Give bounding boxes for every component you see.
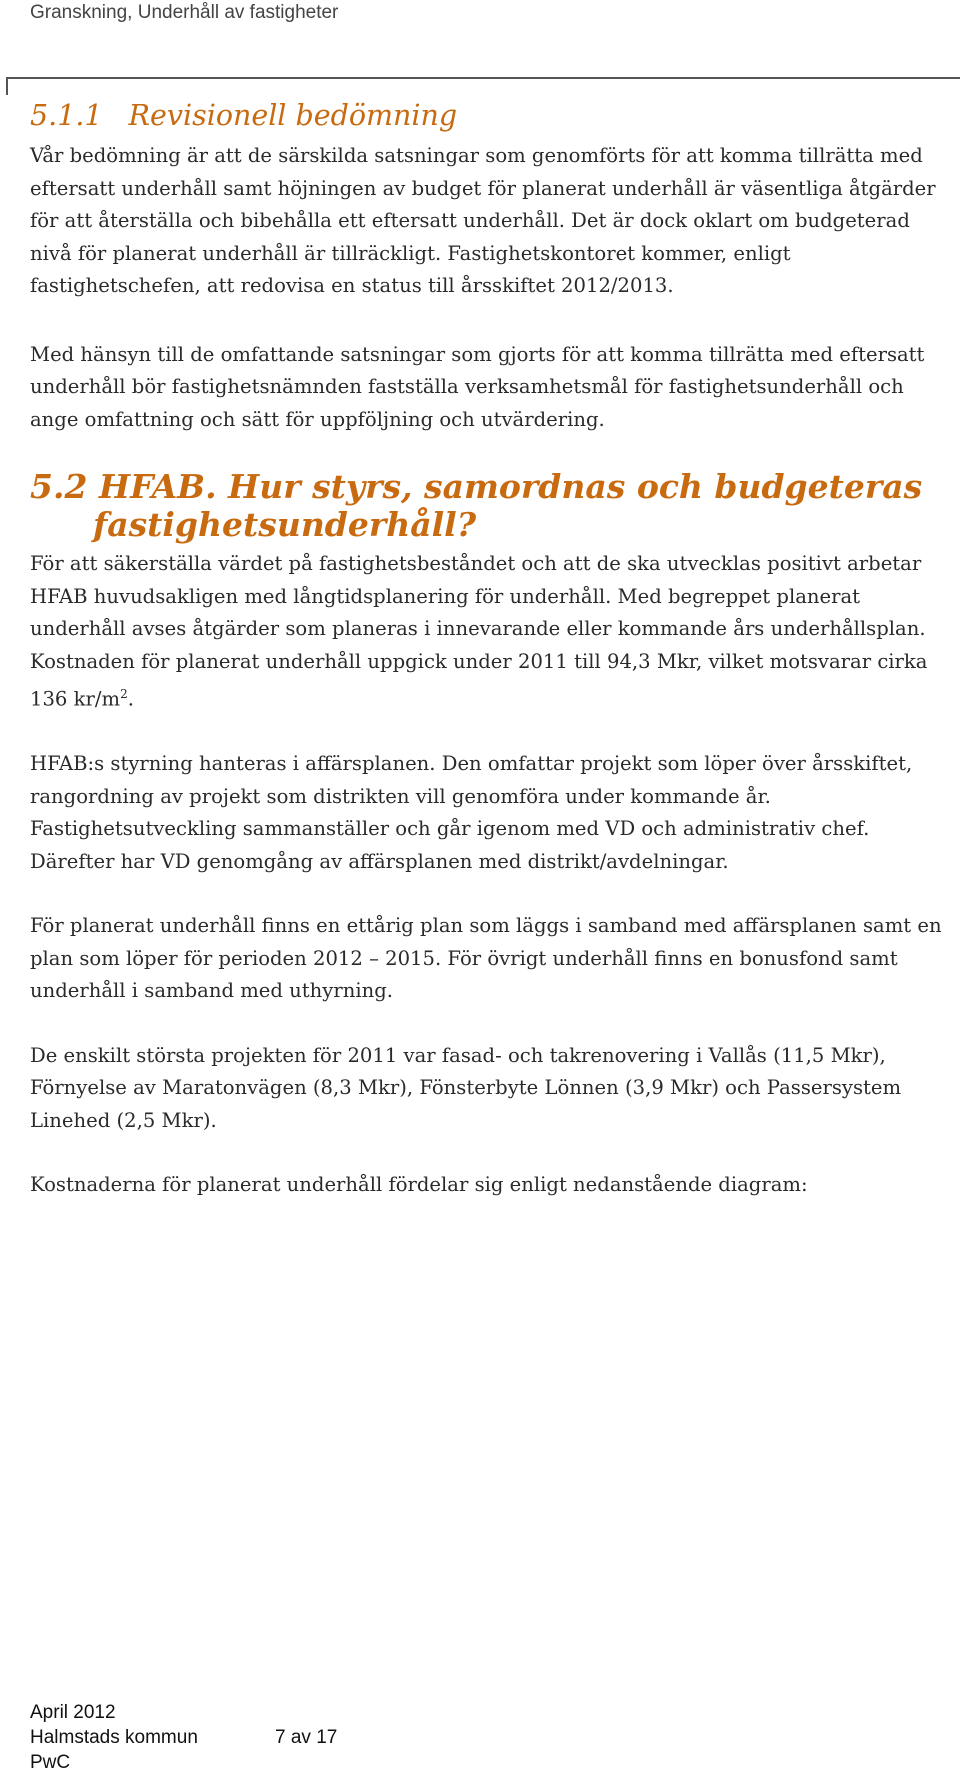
footer-row (30, 1725, 337, 1750)
footer-page-number: 7 av 17 (275, 1727, 338, 1748)
footer-organization: Halmstads kommun (30, 1727, 198, 1748)
footer-company: PwC (30, 1752, 71, 1773)
subsection-number: 5.1.1 (30, 99, 103, 132)
subsection-heading (30, 96, 955, 136)
planning-paragraph-tail: . (127, 687, 134, 711)
planning-paragraph-text: För att säkerställa värdet på fastighetsbeståndet och att de ska utvecklas positivt arbetar HFAB huvudsakligen med långtidsplanering för underhåll. Med begreppet planerat underhåll avses åtgärder som planeras i innevarande eller kommande års underhållsplan. Kostnaden för planerat underhåll uppgick under 2011 till 94,3 Mkr, vilket motsvarar cirka 136 kr/m (30, 552, 928, 711)
planning-paragraph (30, 548, 955, 716)
subsection-title: Revisionell bedömning (128, 99, 458, 132)
section-heading (30, 468, 955, 544)
section-heading-line2: fastighetsunderhåll? (93, 505, 477, 544)
recommendation-paragraph: Med hänsyn till de omfattande satsningar som gjorts för att komma tillrätta med eftersatt underhåll bör fastighetsnämnden fastställa verksamhetsmål för fastighetsunderhåll och ange omfattning och sätt för uppföljning och utvärdering. (30, 342, 925, 431)
page-footer (30, 1700, 337, 1775)
diagram-intro-paragraph: Kostnaderna för planerat underhåll fördelar sig enligt nedanstående diagram: (30, 1173, 808, 1197)
square-meter-superscript: 2 (120, 687, 128, 701)
header-corner-rule (6, 77, 960, 95)
governance-paragraph: HFAB:s styrning hanteras i affärsplanen. Den omfattar projekt som löper över årsskiftet, rangordning av projekt som distrikten vill genomföra under kommande år. Fastighetsutveckling sammanställer och går igenom med VD och administrativ chef. Därefter har VD genomgång av affärsplanen med distrikt/avdelningar. (30, 752, 913, 873)
plan-paragraph: För planerat underhåll finns en ettårig plan som läggs i samband med affärsplanen samt en plan som löper för perioden 2012 – 2015. För övrigt underhåll finns en bonusfond samt underhåll i samband med uthyrning. (30, 914, 942, 1003)
running-header: Granskning, Underhåll av fastigheter (30, 2, 339, 23)
assessment-paragraph: Vår bedömning är att de särskilda satsningar som genomförts för att komma tillrätta med eftersatt underhåll samt höjningen av budget för planerat underhåll är väsentliga åtgärder för att återställa och bibehålla ett eftersatt underhåll. Det är dock oklart om budgeterad nivå för planerat underhåll är tillräckligt. Fastighetskontoret kommer, enligt fastighetschefen, att redovisa en status till årsskiftet 2012/2013. (30, 144, 936, 297)
page-content (30, 96, 955, 1234)
footer-date: April 2012 (30, 1702, 116, 1723)
projects-paragraph: De enskilt största projekten för 2011 var fasad- och takrenovering i Vallås (11,5 Mkr), Förnyelse av Maratonvägen (8,3 Mkr), Fönsterbyte Lönnen (3,9 Mkr) och Passersystem Linehed (2,5 Mkr). (30, 1043, 902, 1132)
section-heading-line1: 5.2 HFAB. Hur styrs, samordnas och budgeteras (30, 467, 923, 506)
